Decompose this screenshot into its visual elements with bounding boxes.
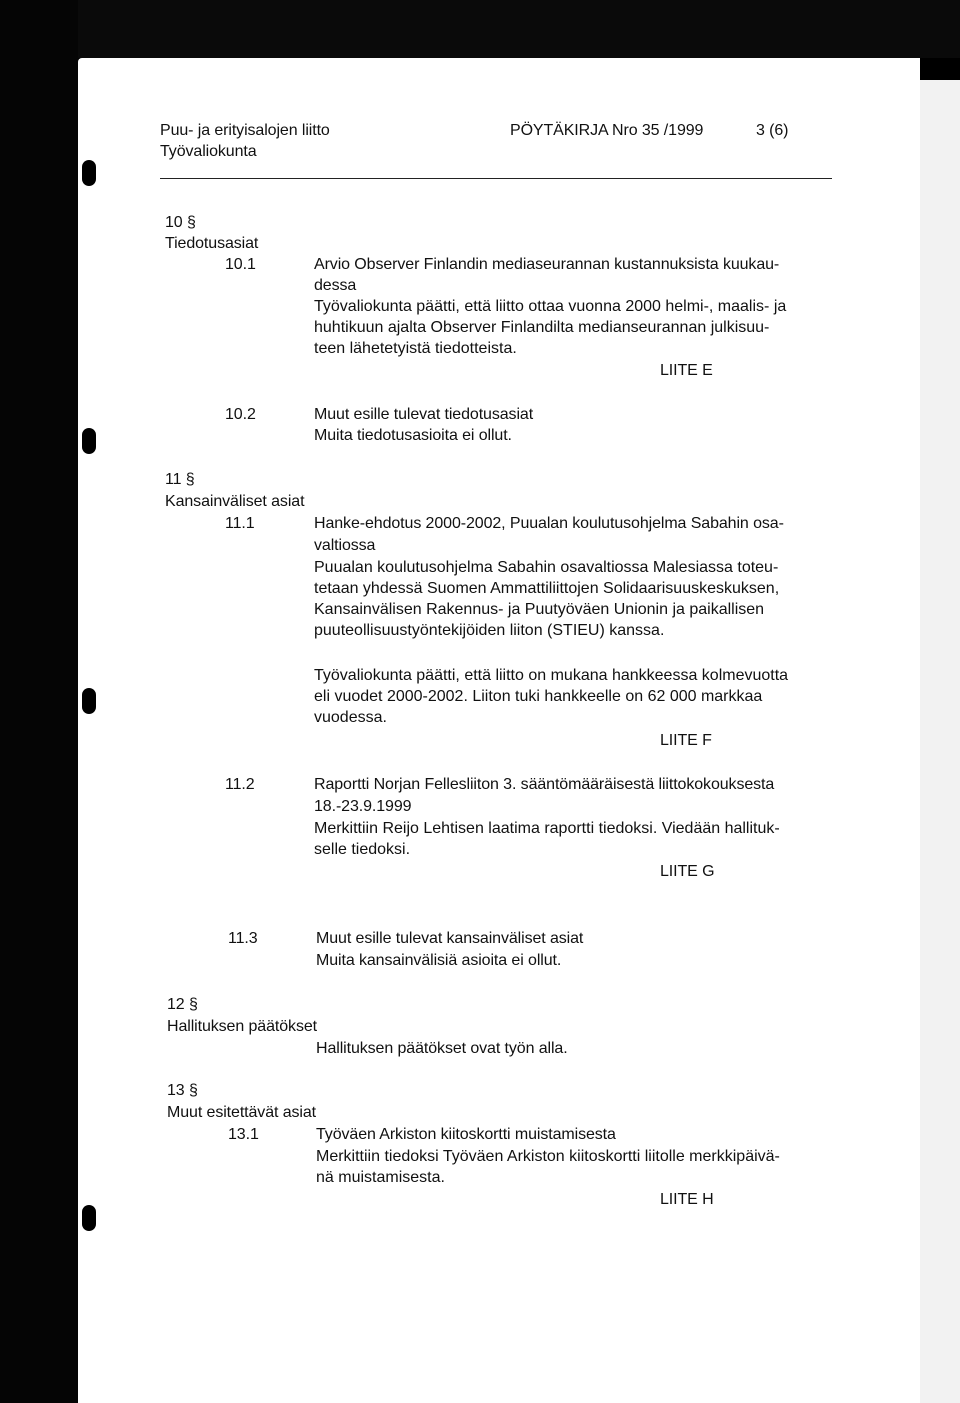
item-heading: dessa xyxy=(314,277,357,294)
scan-border-top xyxy=(0,0,960,58)
section-title: Kansainväliset asiat xyxy=(165,493,305,510)
item-heading: Raportti Norjan Fellesliiton 3. sääntömääräisestä liittokokouksesta xyxy=(314,776,775,793)
attachment-reference: LIITE F xyxy=(660,732,712,749)
section-number: 11 § xyxy=(165,471,195,488)
item-heading: Arvio Observer Finlandin mediaseurannan kustannuksista kuukau- xyxy=(314,256,780,273)
body-line: huhtikuun ajalta Observer Finlandilta medianseurannan julkisuu- xyxy=(314,319,770,336)
body-line: teen lähetetyistä tiedotteista. xyxy=(314,340,517,357)
item-heading: valtiossa xyxy=(314,537,376,554)
section-number: 10 § xyxy=(165,214,196,231)
body-line: vuodessa. xyxy=(314,709,387,726)
header-page-number: 3 (6) xyxy=(756,122,789,139)
item-number: 11.1 xyxy=(225,515,255,532)
item-number: 11.2 xyxy=(225,776,255,793)
item-number: 10.2 xyxy=(225,406,256,423)
item-body xyxy=(316,1146,836,1188)
item-heading: Hanke-ehdotus 2000-2002, Puualan koulutusohjelma Sabahin osa- xyxy=(314,515,784,532)
item-body: Muita tiedotusasioita ei ollut. xyxy=(314,427,512,444)
item-heading: 18.-23.9.1999 xyxy=(314,798,412,815)
body-line: tetaan yhdessä Suomen Ammattiliittojen Solidaarisuuskeskuksen, xyxy=(314,580,780,597)
body-line: eli vuodet 2000-2002. Liiton tuki hankkeelle on 62 000 markkaa xyxy=(314,688,763,705)
item-body xyxy=(314,818,834,860)
item-body: Muita kansainvälisiä asioita ei ollut. xyxy=(316,952,562,969)
header-committee: Työvaliokunta xyxy=(160,143,257,160)
body-line: puuteollisuustyöntekijöiden liiton (STIEU) kanssa. xyxy=(314,622,665,639)
item-heading: Työväen Arkiston kiitoskortti muistamisesta xyxy=(316,1126,616,1143)
item-number: 10.1 xyxy=(225,256,256,273)
section-body: Hallituksen päätökset ovat työn alla. xyxy=(316,1040,568,1057)
scan-border-right xyxy=(920,80,960,1403)
section-number: 12 § xyxy=(167,996,198,1013)
item-number: 13.1 xyxy=(228,1126,259,1143)
body-line: selle tiedoksi. xyxy=(314,841,411,858)
body-line: Kansainvälisen Rakennus- ja Puutyöväen Unionin ja paikallisen xyxy=(314,601,765,618)
body-line: Merkittiin tiedoksi Työväen Arkiston kiitoskortti liitolle merkkipäivä- xyxy=(316,1148,780,1165)
body-line: Puualan koulutusohjelma Sabahin osavaltiossa Malesiassa toteu- xyxy=(314,559,779,576)
punch-hole xyxy=(82,1205,96,1231)
punch-hole xyxy=(82,160,96,186)
header-doc-title: PÖYTÄKIRJA Nro 35 /1999 xyxy=(510,122,704,139)
item-body xyxy=(314,665,834,728)
section-title: Tiedotusasiat xyxy=(165,235,259,252)
item-body xyxy=(314,557,834,641)
attachment-reference: LIITE E xyxy=(660,362,713,379)
item-body xyxy=(314,296,834,359)
attachment-reference: LIITE G xyxy=(660,863,715,880)
section-number: 13 § xyxy=(167,1082,198,1099)
body-line: Merkittiin Reijo Lehtisen laatima raportti tiedoksi. Viedään hallituk- xyxy=(314,820,780,837)
header-organization: Puu- ja erityisalojen liitto xyxy=(160,122,330,139)
section-title: Muut esitettävät asiat xyxy=(167,1104,316,1121)
item-heading: Muut esille tulevat kansainväliset asiat xyxy=(316,930,584,947)
body-line: nä muistamisesta. xyxy=(316,1169,445,1186)
attachment-reference: LIITE H xyxy=(660,1191,714,1208)
body-line: Työvaliokunta päätti, että liitto on mukana hankkeessa kolmevuotta xyxy=(314,667,789,684)
punch-hole xyxy=(82,688,96,714)
scan-border-left xyxy=(0,0,78,1403)
punch-hole xyxy=(82,428,96,454)
header-rule xyxy=(160,178,832,179)
item-number: 11.3 xyxy=(228,930,258,947)
item-heading: Muut esille tulevat tiedotusasiat xyxy=(314,406,534,423)
body-line: Työvaliokunta päätti, että liitto ottaa vuonna 2000 helmi-, maalis- ja xyxy=(314,298,787,315)
section-title: Hallituksen päätökset xyxy=(167,1018,317,1035)
